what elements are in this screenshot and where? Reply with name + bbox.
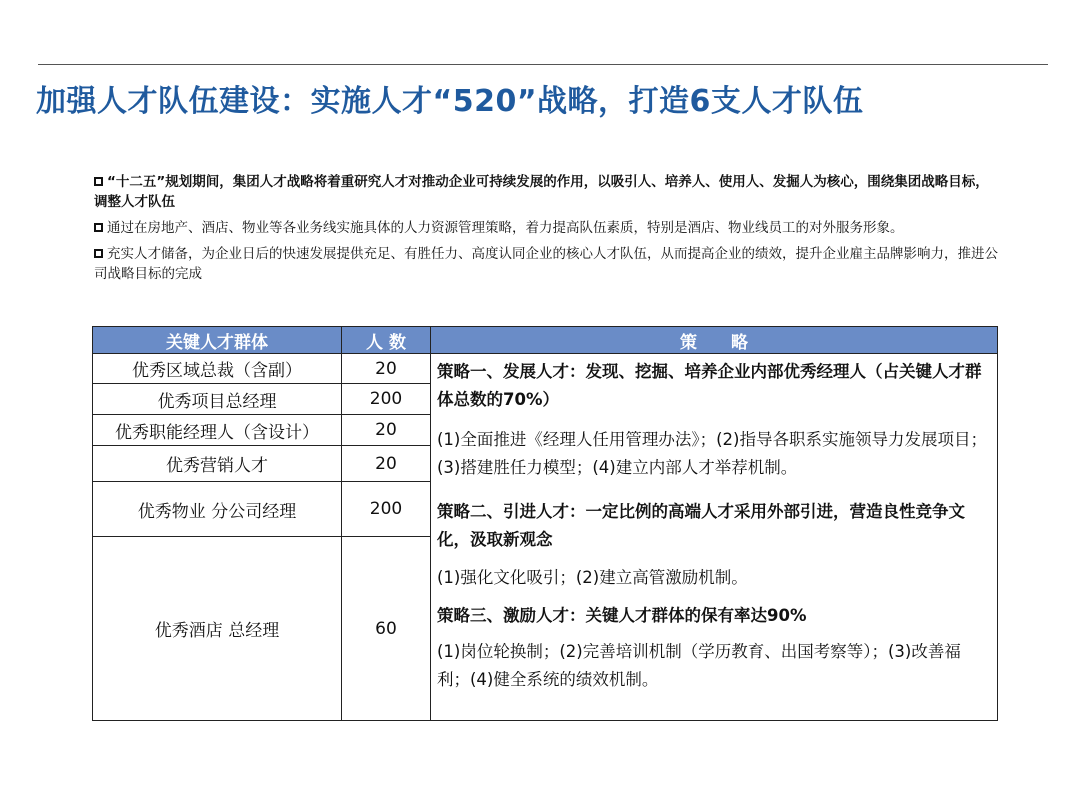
checkbox-bullet-icon — [94, 249, 103, 258]
bullet-list — [94, 172, 998, 290]
strategy-detail: (1)岗位轮换制；(2)完善培训机制（学历教育、出国考察等）；(3)改善福利；(4)健全系统的绩效机制。 — [437, 642, 961, 689]
headcount-cell: 200 — [342, 482, 431, 537]
bullet-item — [94, 244, 998, 284]
strategy-detail: (1)强化文化吸引；(2)建立高管激励机制。 — [437, 568, 748, 587]
talent-group-cell: 优秀酒店 总经理 — [93, 537, 342, 721]
bullet-text: 充实人才储备，为企业日后的快速发展提供充足、有胜任力、高度认同企业的核心人才队伍，从而提高企业的绩效，提升企业雇主品牌影响力，推进公司战略目标的完成 — [94, 246, 998, 282]
header-strategy: 策 略 — [431, 327, 998, 354]
header-headcount: 人 数 — [342, 327, 431, 354]
headcount-cell: 20 — [342, 415, 431, 446]
checkbox-bullet-icon — [94, 177, 103, 186]
talent-group-cell: 优秀物业 分公司经理 — [93, 482, 342, 537]
talent-group-cell: 优秀营销人才 — [93, 446, 342, 482]
bullet-item — [94, 218, 998, 238]
talent-strategy-table — [92, 326, 998, 721]
bullet-text: “十二五”规划期间，集团人才战略将着重研究人才对推动企业可持续发展的作用，以吸引人、培养人、使用人、发掘人为核心，围绕集团战略目标，调整人才队伍 — [94, 174, 989, 210]
bullet-text: 通过在房地产、酒店、物业等各业务线实施具体的人力资源管理策略，着力提高队伍素质，特别是酒店、物业线员工的对外服务形象。 — [107, 220, 904, 236]
table-header-row — [93, 327, 998, 354]
header-key-talent-group: 关键人才群体 — [93, 327, 342, 354]
checkbox-bullet-icon — [94, 223, 103, 232]
bullet-item — [94, 172, 998, 212]
strategy-cell — [431, 354, 998, 721]
page-title: 加强人才队伍建设：实施人才“520”战略，打造6支人才队伍 — [36, 84, 864, 119]
headcount-cell: 20 — [342, 446, 431, 482]
strategy-detail: (1)全面推进《经理人任用管理办法》；(2)指导各职系实施领导力发展项目；(3)搭建胜任力模型；(4)建立内部人才举荐机制。 — [437, 430, 987, 477]
talent-group-cell: 优秀项目总经理 — [93, 384, 342, 415]
headcount-cell: 20 — [342, 354, 431, 384]
talent-group-cell: 优秀区域总裁（含副） — [93, 354, 342, 384]
table-row — [93, 354, 998, 384]
strategy-title: 策略二、引进人才：一定比例的高端人才采用外部引进，营造良性竞争文化，汲取新观念 — [437, 502, 965, 549]
strategy-title: 策略三、激励人才：关键人才群体的保有率达90% — [437, 606, 807, 625]
strategy-title: 策略一、发展人才：发现、挖掘、培养企业内部优秀经理人（占关键人才群体总数的70%） — [437, 362, 982, 409]
top-divider — [38, 64, 1048, 65]
talent-group-cell: 优秀职能经理人（含设计） — [93, 415, 342, 446]
headcount-cell: 200 — [342, 384, 431, 415]
headcount-cell: 60 — [342, 537, 431, 721]
